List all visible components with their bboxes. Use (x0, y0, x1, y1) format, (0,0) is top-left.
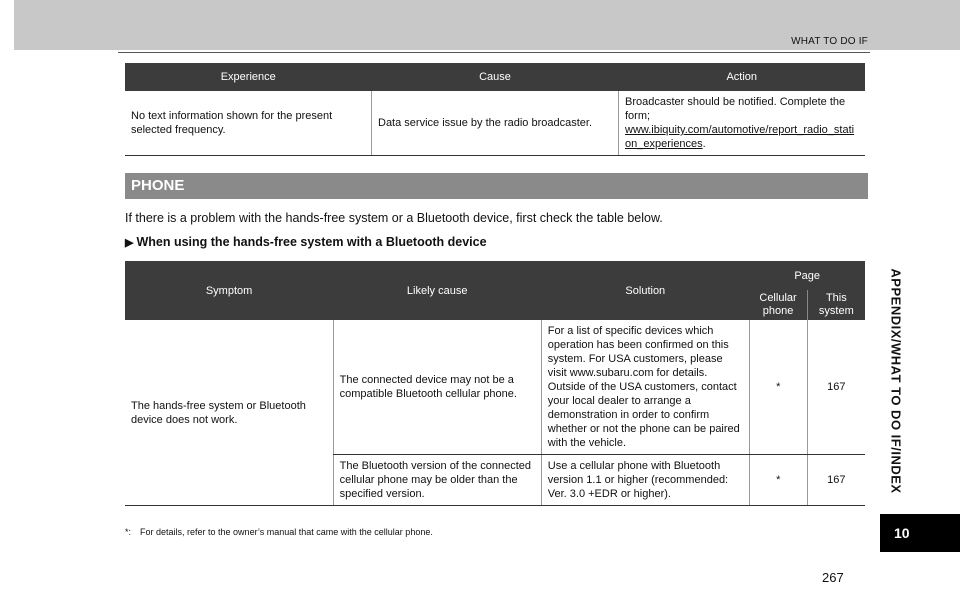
phone-troubleshooting-table (125, 261, 865, 506)
column-header-this-system: This system (807, 290, 865, 320)
column-header-symptom: Symptom (125, 261, 333, 320)
column-header-likely-cause: Likely cause (333, 261, 541, 320)
column-header-page: Page (749, 261, 865, 290)
subheading-text: When using the hands-free system with a Bluetooth device (136, 235, 487, 249)
solution-cell: Use a cellular phone with Bluetooth version 1.1 or higher (recommended: Ver. 3.0 +EDR or higher). (541, 455, 749, 506)
cause-cell: Data service issue by the radio broadcaster. (372, 91, 619, 156)
system-page-cell: 167 (807, 455, 865, 506)
section-title-bar: PHONE (125, 173, 868, 199)
table-row (125, 91, 865, 156)
section-header-label: WHAT TO DO IF (791, 36, 868, 47)
triangle-right-icon: ▶ (125, 237, 134, 249)
column-header-cause: Cause (372, 63, 619, 91)
action-suffix: . (702, 138, 706, 150)
experience-table-header-row (125, 63, 865, 91)
page-number: 267 (822, 570, 844, 585)
symptom-cell: The hands-free system or Bluetooth device does not work. (125, 320, 333, 506)
column-header-solution: Solution (541, 261, 749, 320)
solution-cell: For a list of specific devices which operation has been confirmed on this system. For USA customers, please visit www.subaru.com for details. Outside of the USA customers, contact your local dealer to arrange a demonstration in order to confirm whether or not the phone can be paired with the vehicle. (541, 320, 749, 455)
chapter-number-tab: 10 (880, 514, 960, 552)
footnote-mark: *: (125, 527, 132, 537)
likely-cause-cell: The connected device may not be a compatible Bluetooth cellular phone. (333, 320, 541, 455)
column-header-experience: Experience (125, 63, 372, 91)
report-form-link[interactable]: www.ibiquity.com/automotive/report_radio_station_experiences (625, 124, 855, 150)
footnote-text: For details, refer to the owner’s manual that came with the cellular phone. (140, 527, 433, 537)
header-divider (118, 52, 870, 53)
column-header-cellular-phone: Cellular phone (749, 290, 807, 320)
cellular-page-cell: * (749, 455, 807, 506)
footnote (125, 527, 433, 537)
experience-cell: No text information shown for the present selected frequency. (125, 91, 372, 156)
likely-cause-cell: The Bluetooth version of the connected cellular phone may be older than the specified version. (333, 455, 541, 506)
cellular-page-cell: * (749, 320, 807, 455)
column-header-action: Action (619, 63, 866, 91)
system-page-cell: 167 (807, 320, 865, 455)
side-tab-label: APPENDIX/WHAT TO DO IF/INDEX (888, 268, 904, 494)
subheading (125, 235, 487, 249)
action-text: Broadcaster should be notified. Complete the form; (625, 96, 846, 122)
action-cell (619, 91, 866, 156)
side-tab (876, 250, 916, 512)
experience-table (125, 63, 865, 156)
table-row (125, 320, 865, 455)
intro-text: If there is a problem with the hands-free system or a Bluetooth device, first check the table below. (125, 211, 663, 225)
phone-table-header-row (125, 261, 865, 290)
